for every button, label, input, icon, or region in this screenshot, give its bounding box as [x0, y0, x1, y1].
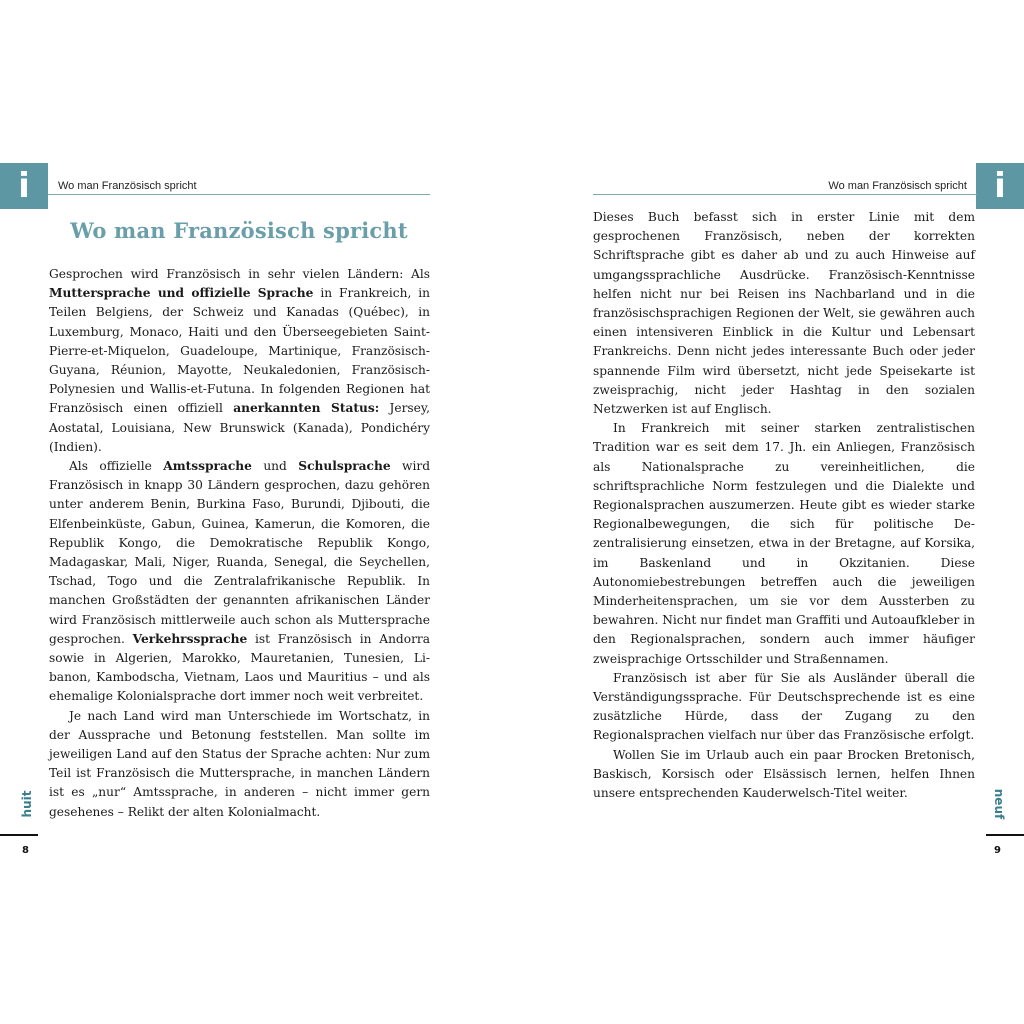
- paragraph: Wollen Sie im Urlaub auch ein paar Brocken Bretonisch, Baskisch, Korsisch oder Elsässisch lernen, helfen Ihnen unsere entsprechenden Kauderwelsch-Titel weiter.: [593, 747, 975, 801]
- paragraph: Dieses Buch befasst sich in erster Linie mit dem gesprochenen Französisch, neben der korrekten Schriftsprache gibt es daher ab und zu auch Hinweise auf umgangssprachliche Ausdrücke. Französisch-Kenntnisse helfen nicht nur bei Reisen ins Nachbarland und in die französischsprachigen Regionen der Welt, sie gewähren auch einen intensiveren Einblick in die Kultur und Lebensart Frankreichs. Denn nicht jedes interessante Buch oder jeder spannende Film wird übersetzt, nicht jede Speisekarte ist zweisprachig, nicht jeder Hashtag in den sozialen Netzwerken ist auf Englisch.: [593, 210, 975, 417]
- page-word-left: huit: [20, 790, 34, 818]
- page-number-left: 8: [22, 845, 29, 856]
- page-word-right: neuf: [992, 788, 1006, 820]
- footer-rule-right: [986, 834, 1024, 836]
- bold-term: Muttersprache und offizielle Sprache: [49, 286, 314, 301]
- bold-term: Amtssprache: [163, 459, 252, 474]
- info-icon: i: [0, 163, 48, 209]
- info-icon: i: [976, 163, 1024, 209]
- page-number-right: 9: [994, 845, 1001, 856]
- paragraph: Je nach Land wird man Unterschiede im Wortschatz, in der Aussprache und Betonung feststellen. Man sollte im jeweiligen Land auf den Status der Sprache achten: Nur zum Teil ist Französisch die Muttersprache, in manchen Ländern ist es „nur“ Amtssprache, in anderen – nicht immer gern gesehenes – Relikt der alten Kolonialmacht.: [49, 708, 430, 819]
- paragraph: Als offizielle Amtssprache und Schulsprache wird Französisch in knapp 30 Ländern gesprochen, dazu gehören unter anderem Benin, Burkina Faso, Burundi, Djibouti, die Elfenbeinküste, Gabun, Guinea, Kamerun, die Komoren, die Republik Kongo, die Demokratische Republik Kongo, Madagaskar, Mali, Niger, Ruanda, Senegal, die Seychellen, Tschad, Togo und die Zentralafrikanische Republik. In manchen Großstädten der genannten afrikanischen Länder wird Französisch mittlerweile auch schon als Muttersprache gesprochen. Verkehrssprache ist Französisch in Andorra sowie in Algerien, Marokko, Mauretanien, Tunesien, Libanon, Kambodscha, Vietnam, Laos und Mauritius – und als ehemalige Kolonialsprache dort immer noch weit verbreitet.: [49, 459, 430, 704]
- running-title-right: Wo man Französisch spricht: [828, 180, 967, 192]
- left-page-body: [49, 265, 430, 822]
- header-rule-left: [48, 194, 430, 195]
- bold-term: Verkehrssprache: [132, 631, 248, 646]
- footer-rule-left: [0, 834, 38, 836]
- paragraph: Gesprochen wird Französisch in sehr vielen Ländern: Als Muttersprache und offizielle Sprache in Frankreich, in Teilen Belgiens, der Schweiz und Kanadas (Québec), in Luxemburg, Monaco, Haiti und den Überseegebieten Saint-Pierre-et-Miquelon, Guadeloupe, Martinique, Französisch-Guyana, Réunion, Mayotte, Neukaledonien, Französisch-Polynesien und Wallis-et-Futuna. In folgenden Regionen hat Französisch einen offiziell anerkannten Status: Jersey, Aostatal, Louisiana, New Brunswick (Kanada), Pondichéry (Indien).: [49, 267, 431, 454]
- paragraph: In Frankreich mit seiner starken zentralistischen Tradition war es seit dem 17. Jh. ein Anliegen, Französisch als Nationalsprache zu vereinheitlichen, die schriftsprachliche Norm festzulegen und die Dialekte und Regionalsprachen auszumerzen. Heute gibt es wieder starke Regionalbewegungen, die sich für politische Dezentralisierung einsetzen, etwa in der Bretagne, auf Korsika, im Baskenland und in Okzitanien. Diese Autonomiebestrebungen betreffen auch die jeweiligen Minderheitensprachen, um sie vor dem Aussterben zu bewahren. Nicht nur findet man Graffiti und Autoaufkleber in den Regionalsprachen, sondern auch immer häufiger zweisprachige Ortsschilder und Straßennamen.: [593, 421, 975, 666]
- running-title-left: Wo man Französisch spricht: [58, 180, 197, 192]
- header-rule-right: [593, 194, 977, 195]
- bold-term: Schulsprache: [298, 459, 391, 474]
- paragraph: Französisch ist aber für Sie als Ausländer überall die Verständigungssprache. Für Deutschsprechende ist es eine zusätzliche Hürde, dass der Zugang zu den Regionalsprachen vielfach nur über das Französische erfolgt.: [593, 670, 975, 743]
- bold-term: anerkannten Status:: [233, 401, 380, 416]
- page-title: Wo man Französisch spricht: [70, 218, 408, 243]
- right-page-body: [593, 208, 975, 803]
